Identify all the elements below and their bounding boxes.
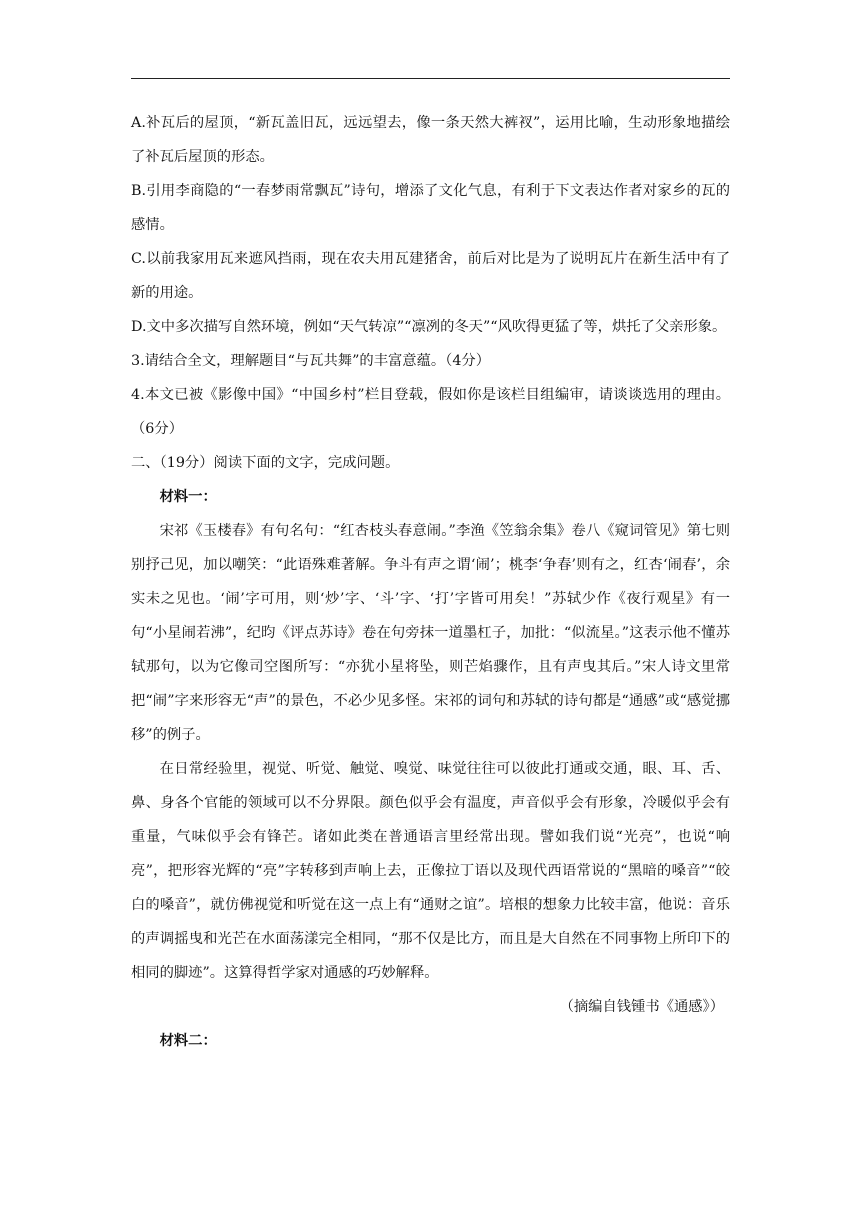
material-one-paragraph-2: 在日常经验里，视觉、听觉、触觉、嗅觉、味觉往往可以彼此打通或交通，眼、耳、舌、鼻、身各个官能的领域可以不分界限。颜色似乎会有温度，声音似乎会有形象，冷暖似乎会有重量，气味似乎会有锋芒。诸如此类在普通语言里经常出现。譬如我们说“光亮”，也说“响亮”，把形容光辉的“亮”字转移到声响上去，正像拉丁语以及现代西语常说的“黑暗的嗓音”“皎白的嗓音”，就仿佛视觉和听觉在这一点上有“通财之谊”。培根的想象力比较丰富，他说：音乐的声调摇曳和光芒在水面荡漾完全相同，“那不仅是比方，而且是大自然在不同事物上所印下的相同的脚迹”。这算得哲学家对通感的巧妙解释。 <box>131 761 730 981</box>
question-4: 4.本文已被《影像中国》“中国乡村”栏目登载，假如你是该栏目组编审，请谈谈选用的理由。（6分） <box>131 387 730 437</box>
option-d: D.文中多次描写自然环境，例如“天气转凉”“凛冽的冬天”“风吹得更猛了等，烘托了父亲形象。 <box>131 319 727 335</box>
material-one-paragraph-1: 宋祁《玉楼春》有句名句：“红杏枝头春意闹。”李渔《笠翁余集》卷八《窥词管见》第七则别抒己见，加以嘲笑：“此语殊难著解。争斗有声之谓‘闹’；桃李‘争春’则有之，红杏‘闹春’，余实未之见也。‘闹’字可用，则‘炒’字、‘斗’字、‘打’字皆可用矣！”苏轼少作《夜行观星》有一句“小星闹若沸”，纪昀《评点苏诗》卷在句旁抹一道墨杠子，加批：“似流星。”这表示他不懂苏轼那句，以为它像司空图所写：“亦犹小星将坠，则芒焰骤作，且有声曳其后。”宋人诗文里常把“闹”字来形容无“声”的景色，不必少见多怪。宋祁的词句和苏轼的诗句都是“通感”或“感觉挪移”的例子。 <box>131 523 730 743</box>
document-body <box>131 106 730 1058</box>
header-rule <box>131 78 730 79</box>
material-one-source: （摘编自钱锺书《通感》） <box>559 999 724 1015</box>
option-b: B.引用李商隐的“一春梦雨常飘瓦”诗句，增添了文化气息，有利于下文表达作者对家乡的瓦的感情。 <box>131 183 730 233</box>
section-two-heading: 二、（19分）阅读下面的文字，完成问题。 <box>131 455 400 471</box>
question-3: 3.请结合全文，理解题目“与瓦共舞”的丰富意蕴。（4分） <box>131 353 491 369</box>
option-c: C.以前我家用瓦来遮风挡雨，现在农夫用瓦建猪舍，前后对比是为了说明瓦片在新生活中有了新的用途。 <box>131 251 730 301</box>
material-one-title: 材料一： <box>159 489 217 505</box>
material-two-title: 材料二： <box>159 1033 217 1049</box>
option-a: A.补瓦后的屋顶，“新瓦盖旧瓦，远远望去，像一条天然大裤衩”，运用比喻，生动形象地描绘了补瓦后屋顶的形态。 <box>131 115 730 165</box>
